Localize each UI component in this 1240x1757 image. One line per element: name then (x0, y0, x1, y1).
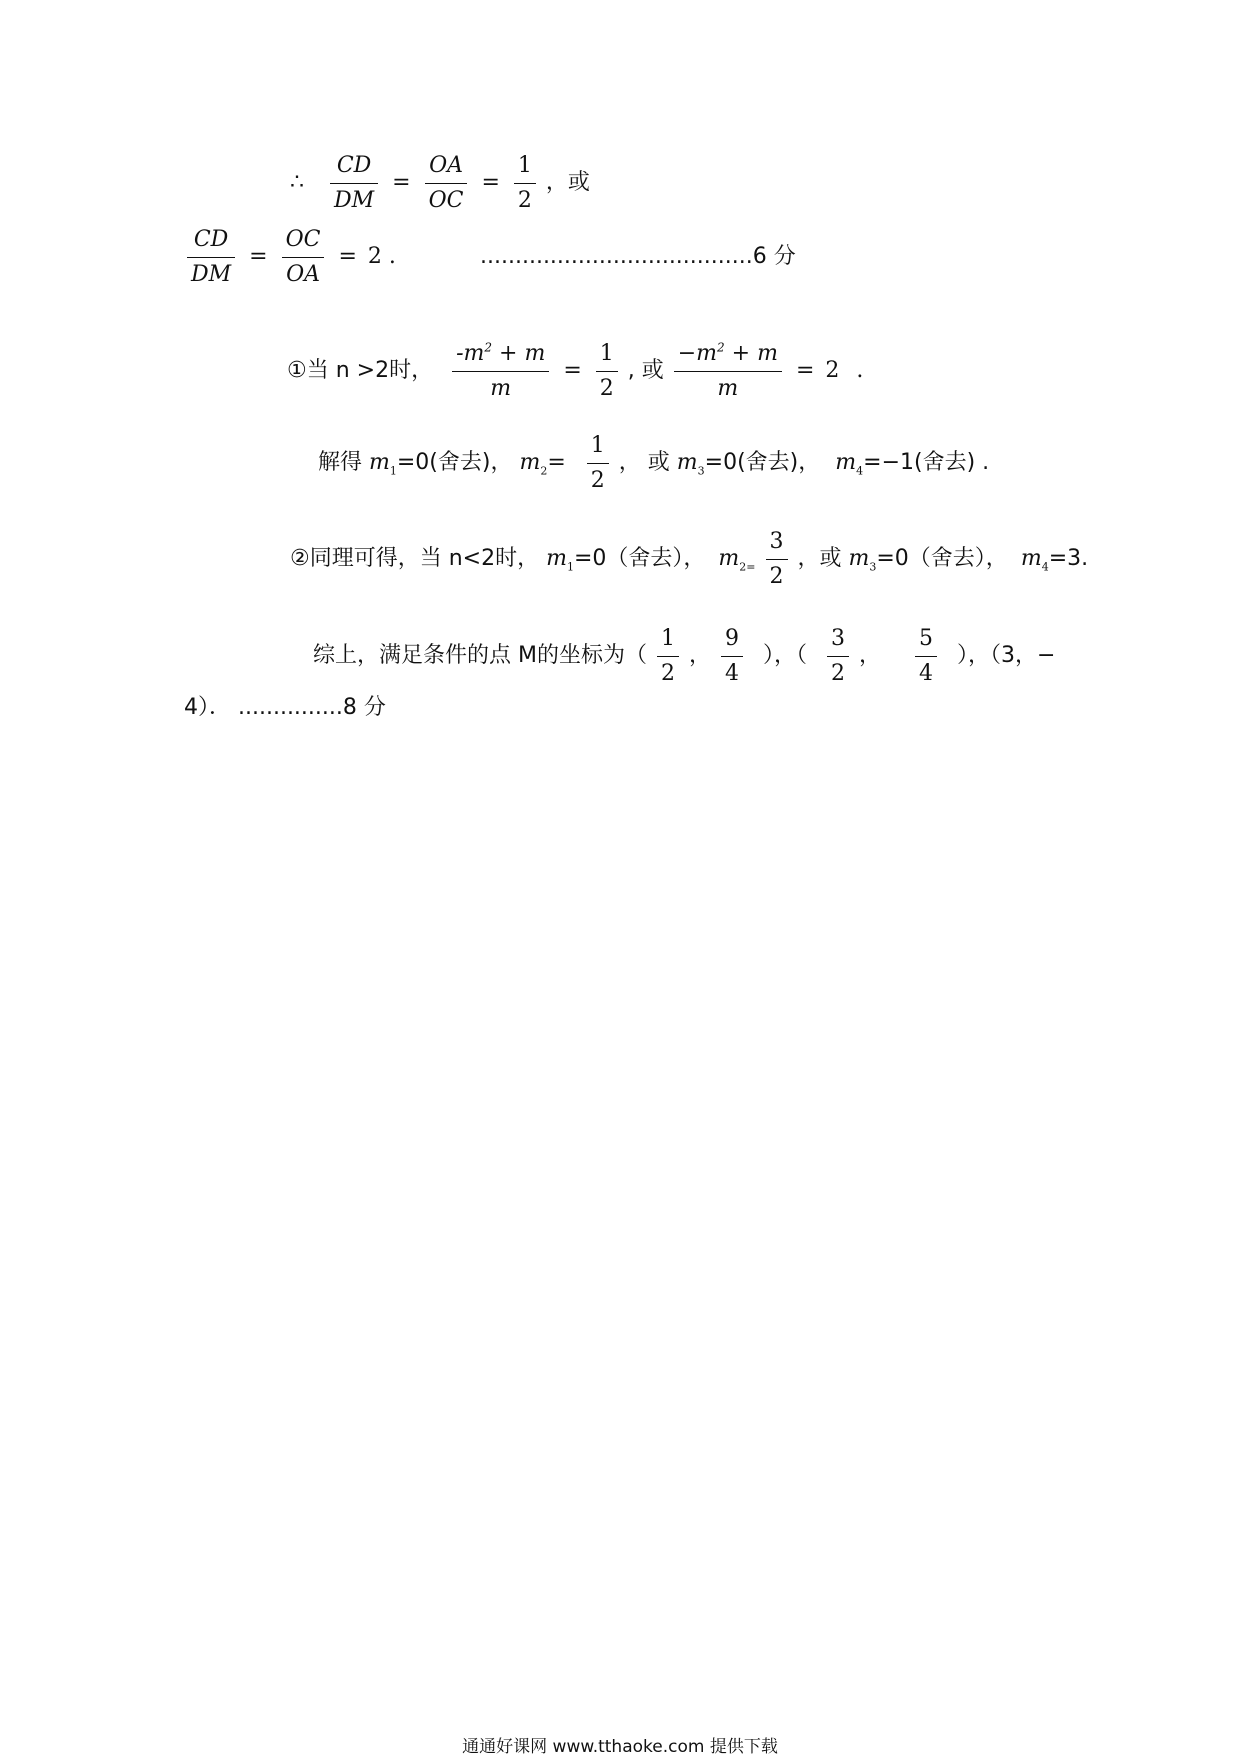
equals-sign: = (481, 170, 500, 195)
fraction-numerator: 3 (827, 625, 849, 657)
case-two-line (290, 528, 1088, 590)
case-one-line (287, 340, 863, 402)
exponent: 2 (484, 340, 493, 355)
value-two: 2 (825, 358, 840, 383)
fraction-denominator: m (717, 375, 739, 401)
fraction-denominator: 2 (590, 467, 605, 493)
fraction-one-half (587, 432, 609, 494)
bracket-separator: ），（ (763, 643, 808, 668)
fraction-one-half (657, 625, 679, 687)
term-neg-m: -m (456, 341, 485, 366)
fraction-numerator: 5 (915, 625, 937, 657)
fraction-three-halves (827, 625, 849, 687)
variable-m: m (835, 450, 857, 475)
equals-sign: = (338, 244, 357, 269)
fraction-expression-b (674, 340, 782, 402)
variable-m: m (546, 546, 567, 571)
equals-sign: = (392, 170, 411, 195)
fraction-numerator: CD (187, 226, 235, 258)
solve-m4: =−1(舍去) . (863, 450, 990, 475)
solve-prefix: 解得 (318, 450, 369, 475)
fraction-numerator: OA (425, 152, 468, 184)
fraction-numerator: 3 (766, 528, 788, 560)
fraction-numerator: CD (330, 152, 378, 184)
variable-m: m (1020, 546, 1042, 571)
fraction-numerator (674, 340, 782, 372)
variable-m: m (369, 450, 390, 475)
subscript: 1 (566, 560, 574, 574)
fraction-denominator: OA (286, 261, 321, 287)
variable-m: m (676, 450, 698, 475)
case-two-m4: =3. (1048, 546, 1089, 571)
summary-line-continued: 4）． ...............8 分 (184, 695, 386, 720)
fraction-denominator: 4 (725, 660, 739, 686)
exponent: 2 (717, 340, 725, 355)
case-two-m1: =0（舍去）， (573, 546, 706, 571)
solve-line (318, 432, 989, 494)
fraction-one-half (514, 152, 536, 214)
therefore-symbol: ∴ (290, 170, 304, 195)
fraction-numerator: OC (282, 226, 325, 258)
fraction-denominator: 2 (660, 660, 675, 686)
fraction-denominator: DM (191, 261, 232, 287)
footer-download-note: 通通好课网 www.tthaoke.com 提供下载 (462, 1737, 778, 1757)
variable-m: m (519, 450, 541, 475)
solve-m1: =0(舍去)， (396, 450, 513, 475)
case-one-prefix: ①当 (287, 358, 336, 383)
fraction-oc-oa (282, 226, 325, 288)
case-two-m3: =0（舍去）， (876, 546, 1008, 571)
period: . (856, 358, 864, 383)
fraction-cd-dm (187, 226, 235, 288)
comma: ， (859, 643, 882, 668)
case-two-text: ②同理可得，当 n<2时， (290, 546, 540, 571)
fraction-denominator: m (490, 375, 512, 401)
period: . (388, 244, 396, 269)
or-text: ，或 (797, 546, 849, 571)
variable-m: m (848, 546, 870, 571)
solve-m2: = (547, 450, 566, 475)
fraction-five-quarters (915, 625, 937, 687)
fraction-cd-dm (330, 152, 378, 214)
variable-m: m (718, 546, 740, 571)
summary-prefix: 综上，满足条件的点 M的坐标为（ (313, 643, 647, 668)
fraction-denominator: 2 (831, 660, 846, 686)
fraction-denominator: 2 (769, 563, 784, 589)
subscript: 2 (540, 464, 548, 478)
fraction-denominator: DM (334, 187, 375, 213)
equals-sign: = (795, 358, 815, 383)
fraction-numerator: 9 (721, 625, 743, 657)
score-six: .......................................6 分 (480, 244, 796, 269)
fraction-denominator: OC (428, 187, 464, 213)
subscript: 4 (1041, 560, 1049, 574)
equals-sign: = (563, 358, 582, 383)
fraction-denominator: 4 (919, 660, 934, 686)
summary-line (313, 625, 1055, 687)
fraction-numerator: 1 (587, 432, 609, 464)
term-neg-m: −m (677, 341, 718, 366)
equals-sign: = (249, 244, 268, 269)
fraction-numerator: 1 (514, 152, 536, 184)
solve-m3: =0(舍去)， (704, 450, 821, 475)
or-text: ， 或 (618, 450, 677, 475)
or-text: ，或 (545, 170, 590, 195)
value-two: 2 (367, 244, 382, 269)
or-text: , 或 (627, 358, 664, 383)
subscript: 3 (869, 560, 877, 574)
term-plus-m: + m (724, 341, 778, 366)
fraction-numerator: 1 (657, 625, 679, 657)
subscript: 3 (697, 464, 705, 478)
fraction-expression-a (452, 340, 549, 402)
comma: ， (688, 643, 711, 668)
fraction-denominator: 2 (517, 187, 532, 213)
subscript: 1 (389, 464, 397, 478)
subscript: 2 (739, 560, 747, 574)
fraction-three-halves (766, 528, 788, 590)
fraction-denominator: 2 (599, 375, 614, 401)
solve-m2: = (746, 560, 756, 574)
case-one-condition: n >2时， (335, 358, 434, 383)
proof-line-therefore (290, 152, 590, 214)
term-plus-m: + m (492, 341, 546, 366)
summary-end: ），（3，− (957, 643, 1056, 668)
fraction-nine-quarters (721, 625, 743, 687)
fraction-oa-oc (425, 152, 468, 214)
proof-line-ratio-two (184, 226, 396, 288)
subscript: 4 (856, 464, 864, 478)
fraction-numerator: 1 (596, 340, 618, 372)
fraction-one-half (596, 340, 618, 402)
fraction-numerator (452, 340, 549, 372)
